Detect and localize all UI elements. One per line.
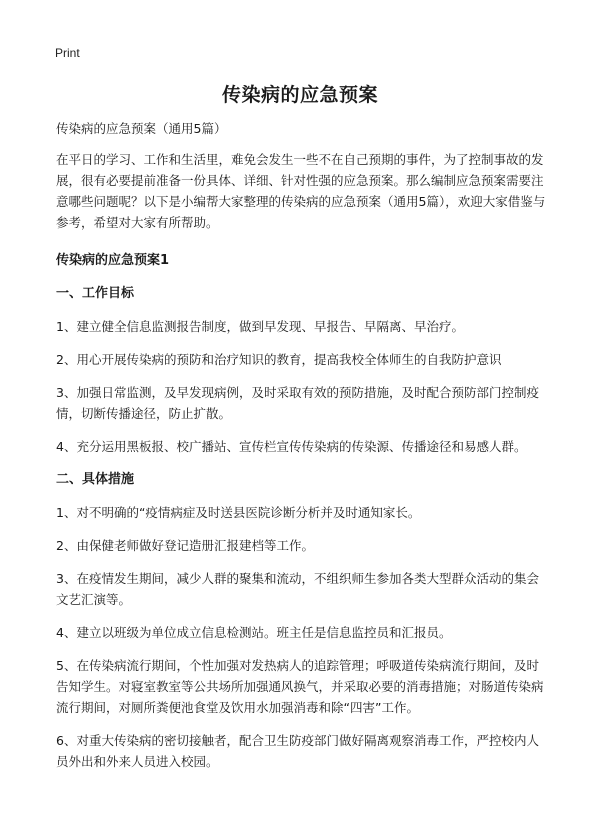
list-item: 2、由保健老师做好登记造册汇报建档等工作。 bbox=[56, 538, 314, 553]
list-item: 3、在疫情发生期间，减少人群的聚集和流动，不组织师生参加各类大型群众活动的集会文艺汇演等。 bbox=[56, 571, 539, 607]
page-title: 传染病的应急预案 bbox=[221, 84, 378, 106]
document-subtitle: 传染病的应急预案（通用5篇） bbox=[56, 121, 227, 136]
intro-paragraph: 在平日的学习、工作和生活里，难免会发生一些不在自己预期的事件，为了控制事故的发展，很有必要提前准备一份具体、详细、针对性强的应急预案。那么编制应急预案需要注意哪些问题呢？以下是小编帮大家整理的传染病的应急预案（通用5篇），欢迎大家借鉴与参考，希望对大家有所帮助。 bbox=[56, 152, 546, 230]
section-title: 传染病的应急预案1 bbox=[56, 253, 170, 268]
document-body bbox=[56, 118, 550, 784]
list-item: 4、充分运用黑板报、校广播站、宣传栏宣传传染病的传染源、传播途径和易感人群。 bbox=[56, 439, 527, 454]
part1-heading: 一、工作目标 bbox=[56, 286, 135, 301]
list-item: 2、用心开展传染病的预防和治疗知识的教育，提高我校全体师生的自我防护意识 bbox=[56, 352, 502, 367]
list-item: 6、对重大传染病的密切接触者，配合卫生防疫部门做好隔离观察消毒工作，严控校内人员外出和外来人员进入校园。 bbox=[56, 733, 539, 769]
part2-heading: 二、具体措施 bbox=[56, 472, 135, 487]
list-item: 4、建立以班级为单位成立信息检测站。班主任是信息监控员和汇报员。 bbox=[56, 625, 452, 640]
list-item: 5、在传染病流行期间，个性加强对发热病人的追踪管理；呼吸道传染病流行期间，及时告知学生。对寝室教室等公共场所加强通风换气，并采取必要的消毒措施；对肠道传染病流行期间，对厕所粪便池食堂及饮用水加强消毒和除“四害”工作。 bbox=[56, 658, 544, 715]
list-item: 1、对不明确的“疫情病症及时送县医院诊断分析并及时通知家长。 bbox=[56, 505, 421, 520]
list-item: 3、加强日常监测，及早发现病例，及时采取有效的预防措施，及时配合预防部门控制疫情，切断传播途径，防止扩散。 bbox=[56, 385, 539, 421]
list-item: 1、建立健全信息监测报告制度，做到早发现、早报告、早隔离、早治疗。 bbox=[56, 319, 464, 334]
print-link[interactable]: Print bbox=[55, 46, 80, 60]
